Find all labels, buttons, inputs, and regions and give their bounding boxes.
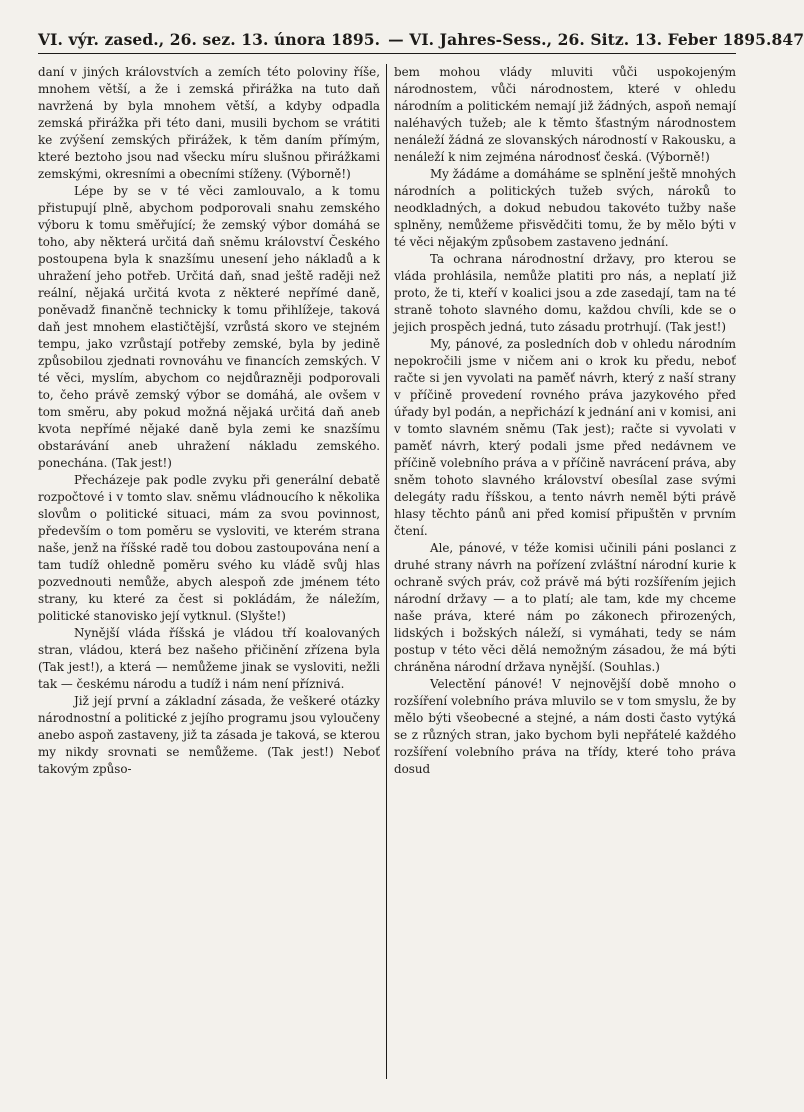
- paragraph: Ale, pánové, v téže komisi učinili páni poslanci z druhé strany návrh na pořízení zvláštní národní kurie k ochraně svých práv, což právě má býti rozšířením jejich národní državy — a to platí; ale tam, kde my chceme naše práva, které nám po zákonech přirozených, lidských i božských náleží, si vymáhati, tedy se nám postup v této věci dělá nemožným zásadou, že má býti chráněna národní država nynější. (Souhlas.): [394, 541, 736, 674]
- paragraph: Již její první a základní zásada, že veškeré otázky národnostní a politické z jejího programu jsou vyloučeny anebo aspoň zastaveny, již ta zásada je taková, se kterou my nikdy srovnati se nemůžeme. (Tak jest!) Neboť takovým způso-: [38, 694, 380, 776]
- paragraph: Velectění pánové! V nejnovější době mnoho o rozšíření volebního práva mluvilo se v tom smyslu, že by mělo býti všeobecné a stejné, a nám dosti často vytýká se z různých stran, jako bychom byli nepřátelé každého rozšíření volebního práva na třídy, které toho práva dosud: [394, 677, 736, 776]
- paragraph: My žádáme a domáháme se splnění ještě mnohých národních a politických tužeb svých, nároků to neodkladných, a dokud nebudou takovéto tužby naše splněny, nemůžeme přisvědčiti tomu, že by mělo býti v té věci nějakým způsobem zastaveno jednání.: [394, 167, 736, 249]
- paragraph: Ta ochrana národnostní državy, pro kterou se vláda prohlásila, nemůže platiti pro nás, a neplatí již proto, že ti, kteří v koalici jsou a zde zasedají, tam na té straně tohoto slavného domu, každou chvíli, kde se o jejich prospěch jedná, tuto zásadu protrhují. (Tak jest!): [394, 252, 736, 334]
- paragraph: Přecházeje pak podle zvyku při generální debatě rozpočtové i v tomto slav. sněmu vládnoucího k několika slovům o politické situaci, mám za svou povinnost, především o tom poměru se vysloviti, ve kterém strana naše, jenž na říšské radě tou dobou zastoupována není a tam tudíž ohledně poměru svého ku vládě svůj hlas pozvednouti nemůže, abych alespoň zde jménem této strany, ku které za čest si pokládám, že náležím, politické stanovisko její vytknul. (Slyšte!): [38, 473, 380, 623]
- paragraph: bem mohou vlády mluviti vůči uspokojeným národnostem, vůči národnostem, které v ohledu národním a politickém nemají již žádných, aspoň nemají naléhavých tužeb; ale k těmto šťastným národnostem nenáleží žádná ze slovanských národností v Rakousku, a nenáleží k nim zejména národnosť česká. (Výborně!): [394, 65, 736, 164]
- right-column: [387, 64, 736, 1079]
- header-german-session: — VI. Jahres-Sess., 26. Sitz. 13. Feber 1895.: [388, 30, 772, 49]
- page-header: [38, 30, 804, 54]
- page-number: 847: [771, 30, 804, 49]
- paragraph: Nynější vláda říšská je vládou tří koalovaných stran, vládou, která bez našeho přičinění zřízena byla (Tak jest!), a která — nemůžeme jinak se vysloviti, nežli tak — českému národu a tudíž i nám není příznivá.: [38, 626, 380, 691]
- text-columns: [38, 64, 736, 1079]
- paragraph: My, pánové, za posledních dob v ohledu národním nepokročili jsme v ničem ani o krok ku předu, neboť račte si jen vyvolati na paměť návrh, který z naší strany v příčině provedení rovného práva jazykového před úřady byl podán, a nepřichází k jednání ani v komisi, ani v tomto slavném sněmu (Tak jest); račte si vyvolati v paměť návrh, který podali jsme před nedávnem ve příčině volebního práva a v příčině navrácení práva, aby sněm tohoto slavného království obesílal zase svými delegáty radu říšskou, a tento návrh neměl býti právě hlasy těchto pánů ani před komisí připuštěn v prvním čtení.: [394, 337, 736, 538]
- left-column: [38, 64, 387, 1079]
- paragraph: daní v jiných královstvích a zemích této poloviny říše, mnohem větší, a že i zemská přirážka na tuto daň navržená by byla mnohem větší, a kdyby odpadla zemská přirážka při této dani, musili bychom se vrátiti ke zvýšení zemských přirážek, k těm daním přímým, které beztoho jsou nad všecku míru slušnou přirážkami zemskými, okresními a obecními stíženy. (Výborně!): [38, 65, 380, 181]
- paragraph: Lépe by se v té věci zamlouvalo, a k tomu přistupují plně, abychom podporovali snahu zemského výboru k tomu směřující; že zemský výbor domáhá se toho, aby některá určitá daň sněmu království Českého postoupena byla k snazšímu unesení jeho nákladů a k uhražení jeho potřeb. Určitá daň, snad ještě raději než reální, nějaká určitá kvota z některé nepřímé daně, poněvadž finančně technicky k tomu přihlížeje, taková daň jest mnohem elastičtější, vzrůstá skoro ve stejném tempu, jako vzrůstají potřeby zemské, byla by jedině způsobilou zjednati rovnováhu ve financích zemských. V té věci, myslím, abychom co nejdůrazněji podporovali to, čeho právě zemský výbor se domáhá, ale ovšem v tom směru, aby pokud možná nějaká určitá daň aneb kvota nepřímé nějaké daně byla zemi ke snazšímu obstarávání aneb uhražení nákladu zemského. ponechána. (Tak jest!): [38, 184, 380, 470]
- header-czech-session: VI. výr. zased., 26. sez. 13. února 1895.: [38, 30, 381, 49]
